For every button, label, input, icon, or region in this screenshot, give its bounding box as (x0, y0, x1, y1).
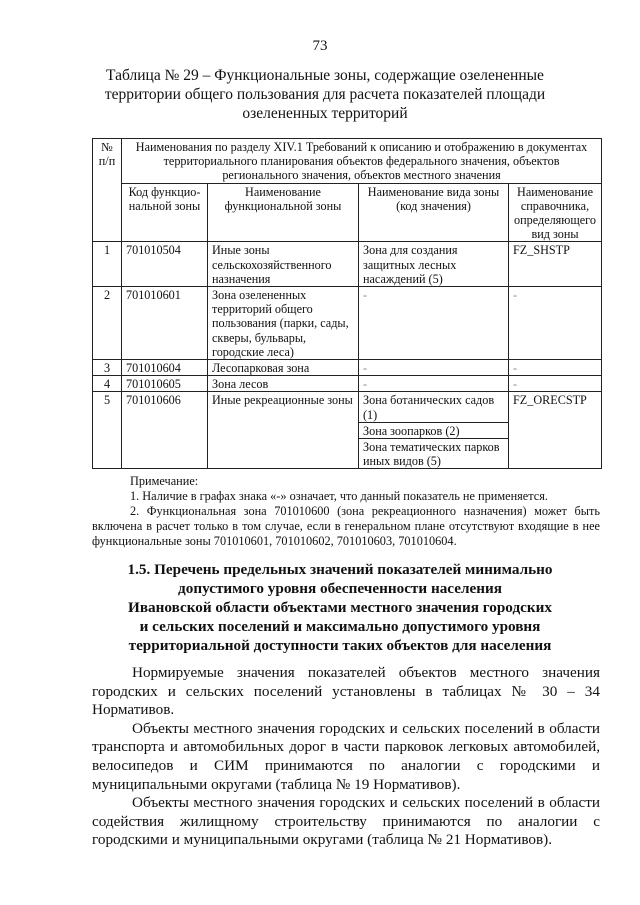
row-zone-name: Зона лесов (208, 376, 359, 392)
row-code: 701010601 (122, 287, 208, 360)
paragraph: Нормируемые значения показателей объектов местного значения городских и сельских поселений установлены в таблицах № 30 – 34 Нормативов. (92, 664, 600, 719)
row-num: 5 (93, 392, 122, 469)
table-row (93, 376, 602, 392)
heading-line: 1.5. Перечень предельных значений показателей минимально (127, 561, 553, 578)
table-header-row (93, 139, 602, 184)
paragraph: Объекты местного значения городских и сельских поселений в области содействия жилищному строительству принимаются по аналогии с городскими и муниципальными округами (таблица № 21 Нормативов). (92, 794, 600, 849)
row-num: 3 (93, 360, 122, 376)
row-zone-kind: - (359, 360, 509, 376)
section-body (92, 664, 600, 850)
row-zone-kind: Зона зоопарков (2) (359, 422, 509, 438)
table-row (93, 392, 602, 422)
page-number: 73 (312, 38, 328, 54)
table-title: Таблица № 29 – Функциональные зоны, содержащие озелененные территории общего пользования для расчета показателей площади озелененных территорий (104, 67, 546, 122)
header-zone-kind: Наименование вида зоны (код значения) (359, 183, 509, 242)
row-zone-kind: Зона для создания защитных лесных насаждений (5) (359, 242, 509, 287)
paragraph: Объекты местного значения городских и сельских поселений в области транспорта и автомобильных дорог в части парковок легковых автомобилей, велосипедов и СИМ принимаются по аналогии с городскими и муниципальными округами (таблица № 19 Нормативов). (92, 719, 600, 793)
row-zone-kind: - (359, 376, 509, 392)
row-num: 4 (93, 376, 122, 392)
row-reference: - (509, 287, 602, 360)
heading-line: Ивановской области объектами местного значения городских (128, 599, 552, 616)
table-row (93, 242, 602, 287)
table-notes (92, 474, 600, 549)
header-code: Код функцио-нальной зоны (122, 183, 208, 242)
row-zone-kind: Зона ботанических садов (1) (359, 392, 509, 422)
row-zone-name: Иные рекреационные зоны (208, 392, 359, 469)
row-zone-name: Иные зоны сельскохозяйственного назначения (208, 242, 359, 287)
row-reference: FZ_SHSTP (509, 242, 602, 287)
section-heading (100, 560, 580, 655)
row-num: 1 (93, 242, 122, 287)
row-num: 2 (93, 287, 122, 360)
row-code: 701010605 (122, 376, 208, 392)
heading-line: территориальной доступности таких объектов для населения (128, 637, 552, 654)
heading-line: и сельских поселений и максимально допустимого уровня (139, 618, 541, 635)
table-row (93, 360, 602, 376)
functional-zones-table (92, 138, 602, 469)
row-code: 701010606 (122, 392, 208, 469)
header-group: Наименования по разделу XIV.1 Требований к описанию и отображению в документах территориального планирования объектов федерального значения, объектов регионального значения, объектов местного значения (122, 139, 602, 184)
table-row (93, 287, 602, 360)
header-zone-name: Наименование функциональной зоны (208, 183, 359, 242)
table-subheader-row (93, 183, 602, 242)
row-reference: - (509, 376, 602, 392)
header-reference: Наименование справочника, определяющего вид зоны (509, 183, 602, 242)
row-reference: FZ_ORECSTP (509, 392, 602, 469)
notes-label: Примечание: (130, 474, 199, 488)
row-zone-name: Лесопарковая зона (208, 360, 359, 376)
row-zone-name: Зона озелененных территорий общего пользования (парки, сады, скверы, бульвары, городские леса) (208, 287, 359, 360)
note-item: 1. Наличие в графах знака «-» означает, что данный показатель не применяется. (130, 489, 548, 503)
row-reference: - (509, 360, 602, 376)
note-item: 2. Функциональная зона 701010600 (зона рекреационного назначения) может быть включена в расчет только в том случае, если в генеральном плане отсутствуют входящие в нее функциональные зоны 701010601, 701010602, 701010603, 701010604. (92, 504, 600, 548)
row-code: 701010604 (122, 360, 208, 376)
heading-line: допустимого уровня обеспеченности населения (178, 580, 502, 597)
row-zone-kind: Зона тематических парков иных видов (5) (359, 439, 509, 469)
header-num: № п/п (93, 139, 122, 242)
row-zone-kind: - (359, 287, 509, 360)
row-code: 701010504 (122, 242, 208, 287)
